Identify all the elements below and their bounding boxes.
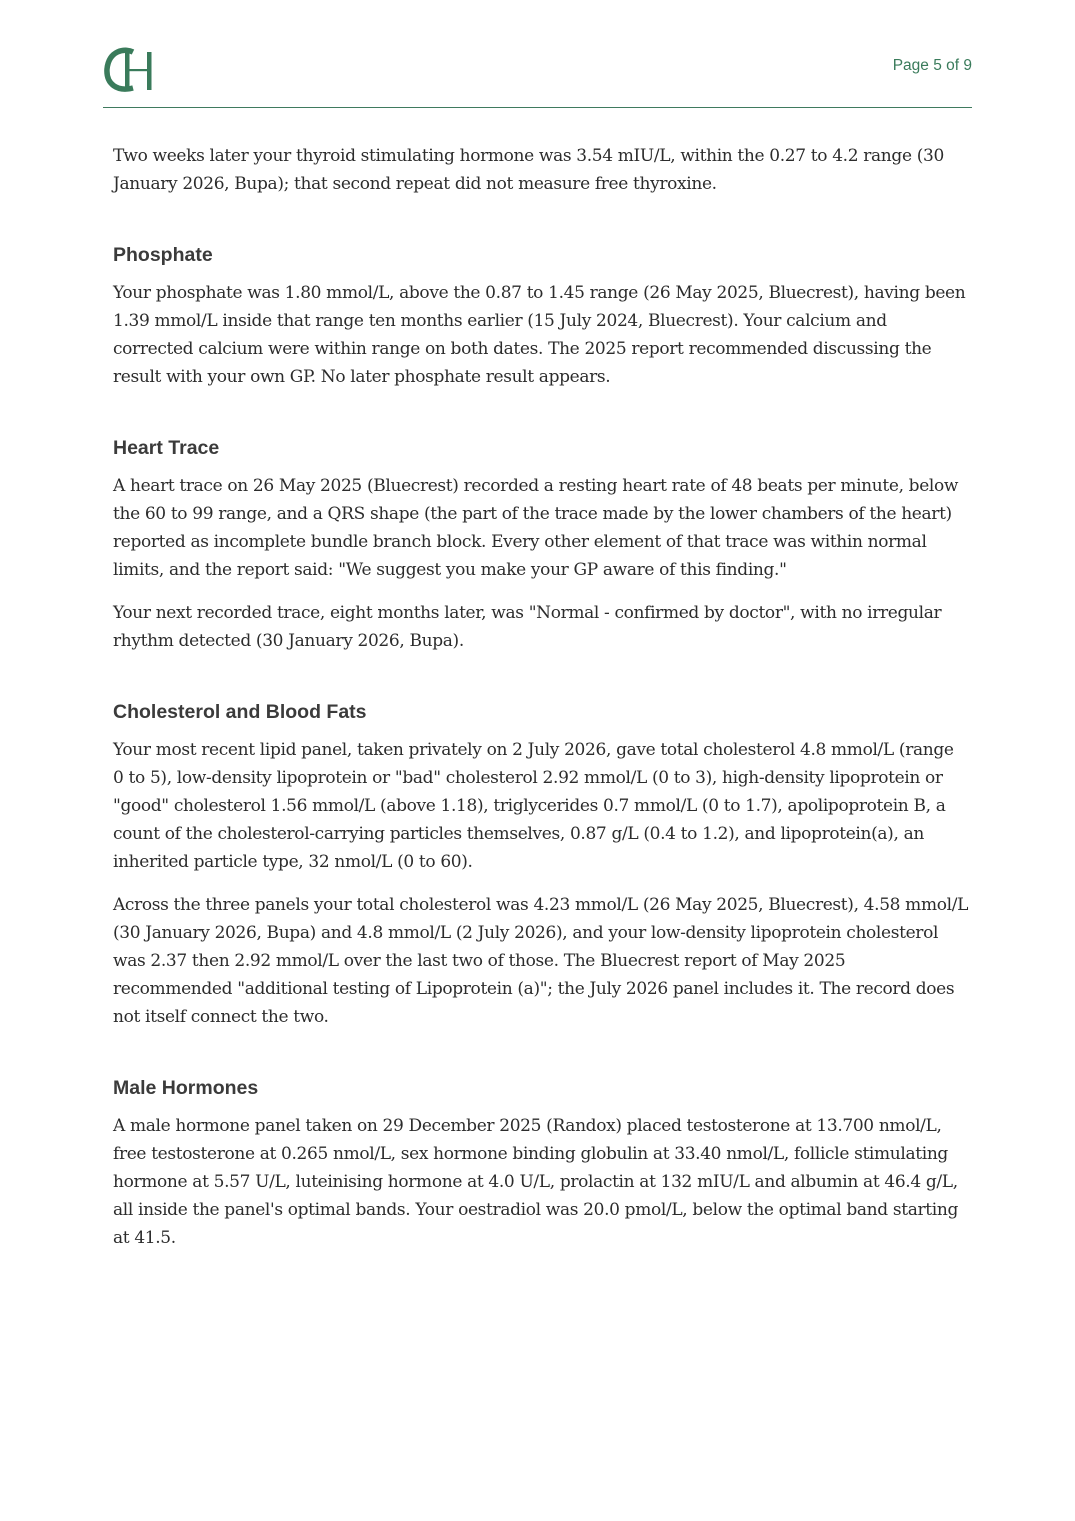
section-heading: Phosphate bbox=[113, 244, 213, 266]
section-paragraph: Your next recorded trace, eight months later, was "Normal - confirmed by doctor", with no irregular rhythm detected (30 January 2026, Bupa). bbox=[113, 603, 942, 651]
section-paragraph: A male hormone panel taken on 29 December 2025 (Randox) placed testosterone at 13.700 nmol/L, free testosterone at 0.265 nmol/L, sex hormone binding globulin at 33.40 nmol/L, follicle stimulating hormone at 5.57 U/L, luteinising hormone at 4.0 U/L, prolactin at 132 mIU/L and albumin at 46.4 g/L, all inside the panel's optimal bands. Your oestradiol was 20.0 pmol/L, below the optimal band starting at 41.5. bbox=[113, 1116, 958, 1248]
intro-paragraph: Two weeks later your thyroid stimulating hormone was 3.54 mIU/L, within the 0.27 to 4.2 range (30 January 2026, Bupa); that second repeat did not measure free thyroxine. bbox=[113, 146, 944, 194]
section-paragraph: A heart trace on 26 May 2025 (Bluecrest) recorded a resting heart rate of 48 beats per minute, below the 60 to 99 range, and a QRS shape (the part of the trace made by the lower chambers of the heart) reported as incomplete bundle branch block. Every other element of that trace was within normal limits, and the report said: "We suggest you make your GP aware of this finding." bbox=[113, 476, 959, 580]
section-heading: Cholesterol and Blood Fats bbox=[113, 701, 367, 723]
section-paragraph: Across the three panels your total cholesterol was 4.23 mmol/L (26 May 2025, Bluecrest), 4.58 mmol/L (30 January 2026, Bupa) and 4.8 mmol/L (2 July 2026), and your low-density lipoprotein cholesterol was 2.37 then 2.92 mmol/L over the last two of those. The Bluecrest report of May 2025 recommended "additional testing of Lipoprotein (a)"; the July 2026 panel includes it. The record does not itself connect the two. bbox=[113, 895, 969, 1027]
section-heading: Heart Trace bbox=[113, 437, 220, 459]
section-cholesterol bbox=[113, 700, 968, 1031]
page-header bbox=[103, 0, 972, 108]
section-phosphate bbox=[113, 243, 968, 391]
section-heart-trace bbox=[113, 436, 968, 655]
section-heading: Male Hormones bbox=[113, 1077, 259, 1099]
page-number: Page 5 of 9 bbox=[892, 57, 972, 74]
section-male-hormones bbox=[113, 1076, 968, 1252]
report-content bbox=[113, 142, 968, 1267]
section-paragraph: Your most recent lipid panel, taken privately on 2 July 2026, gave total cholesterol 4.8 mmol/L (range 0 to 5), low-density lipoprotein or "bad" cholesterol 2.92 mmol/L (0 to 3), high-density lipoprotein or "good" cholesterol 1.56 mmol/L (above 1.18), triglycerides 0.7 mmol/L (0 to 1.7), apolipoprotein B, a count of the cholesterol-carrying particles themselves, 0.87 g/L (0.4 to 1.2), and lipoprotein(a), an inherited particle type, 32 nmol/L (0 to 60). bbox=[113, 740, 954, 872]
section-paragraph: Your phosphate was 1.80 mmol/L, above the 0.87 to 1.45 range (26 May 2025, Bluecrest), having been 1.39 mmol/L inside that range ten months earlier (15 July 2024, Bluecrest). Your calcium and corrected calcium were within range on both dates. The 2025 report recommended discussing the result with your own GP. No later phosphate result appears. bbox=[113, 283, 966, 387]
ch-logo-icon bbox=[103, 46, 159, 94]
